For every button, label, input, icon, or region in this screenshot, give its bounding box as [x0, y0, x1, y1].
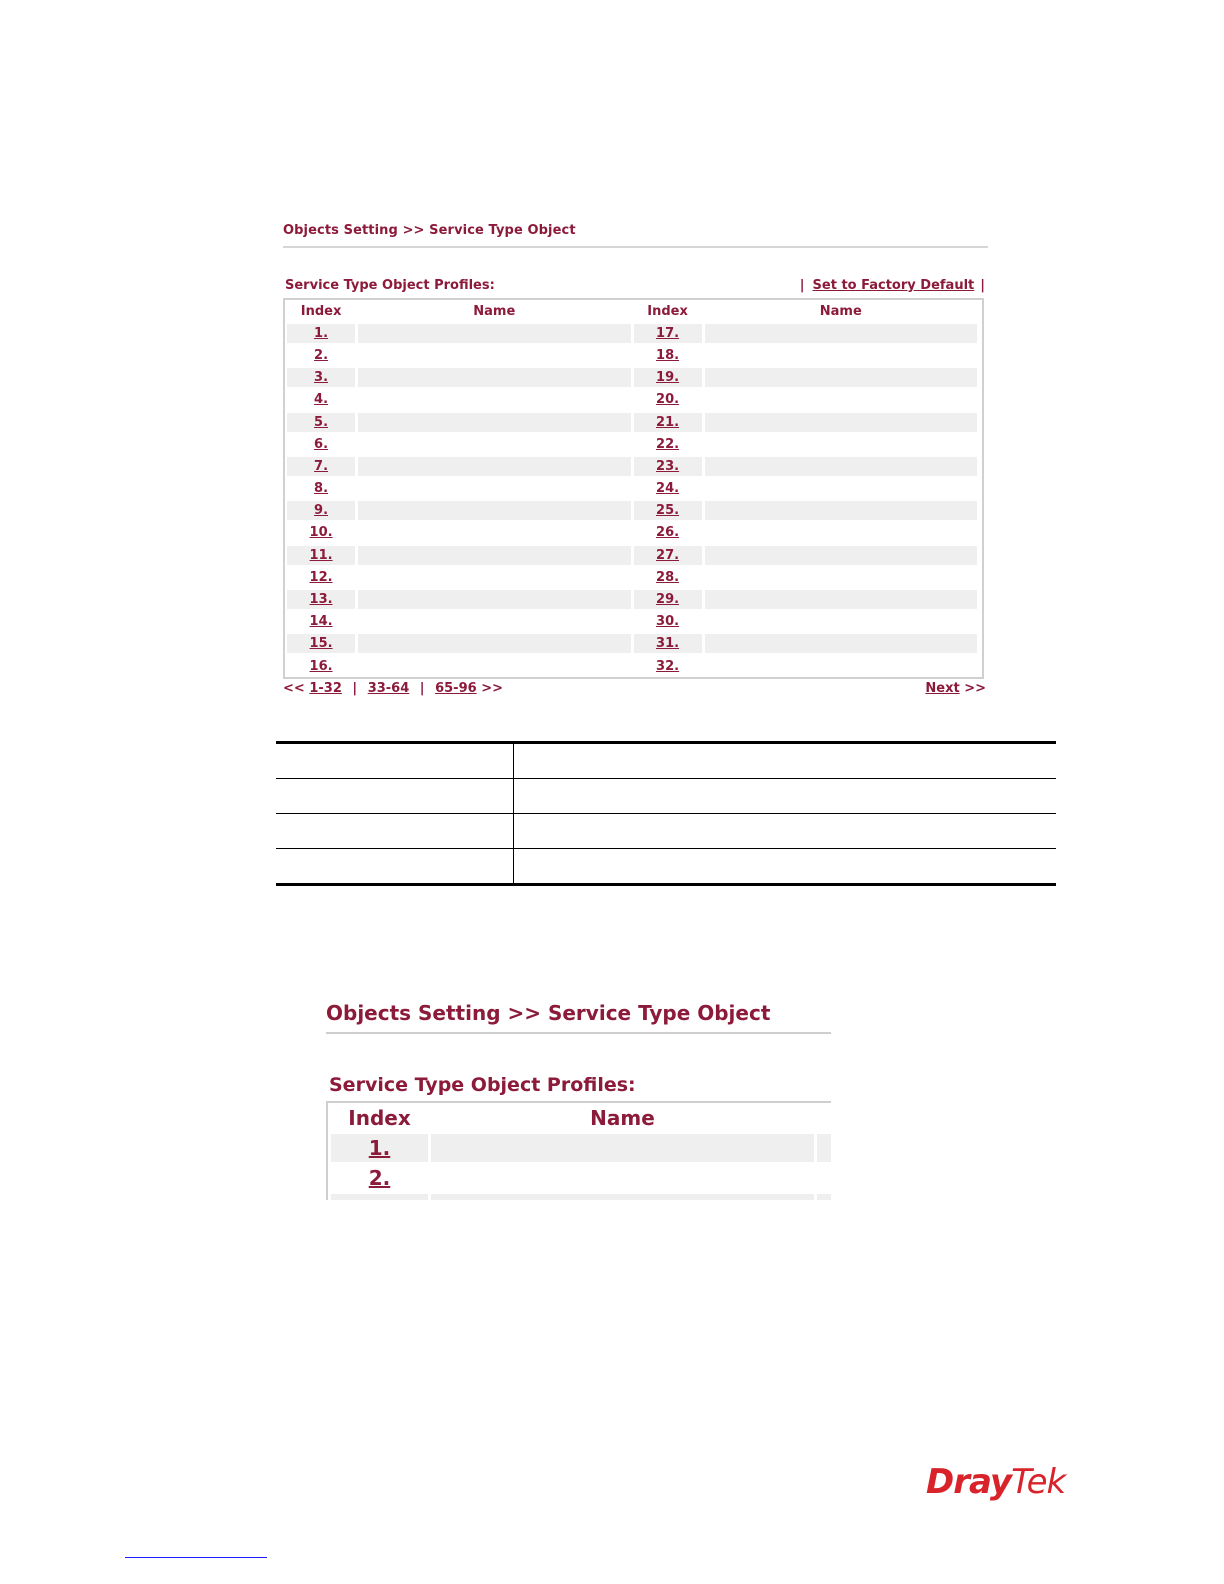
table-row	[276, 779, 1056, 814]
name-cell	[705, 501, 977, 520]
page-title: Objects Setting >> Service Type Object	[326, 998, 831, 1034]
pagination-bar	[283, 681, 988, 701]
index-cell	[634, 413, 702, 432]
profile-index-link[interactable]: 12.	[309, 569, 333, 585]
table-row	[276, 849, 1056, 885]
page-link-33-64[interactable]: 33-64	[367, 681, 410, 697]
table-cell	[817, 1194, 831, 1200]
table-row	[287, 433, 980, 455]
index-cell	[634, 568, 702, 587]
index-cell	[634, 324, 702, 343]
index-cell	[634, 546, 702, 565]
profile-index-link[interactable]: 14.	[309, 614, 333, 630]
name-cell	[358, 368, 630, 387]
column-header-index: Index	[647, 303, 688, 319]
index-cell	[331, 1134, 428, 1162]
profile-index-link[interactable]: 21.	[656, 414, 680, 430]
index-cell	[287, 479, 355, 498]
draytek-logo	[926, 1462, 1065, 1502]
index-cell	[287, 546, 355, 565]
name-cell	[705, 546, 977, 565]
profile-index-link[interactable]: 23.	[656, 458, 680, 474]
description-table	[276, 741, 1056, 886]
table-row	[287, 566, 980, 588]
table-row	[287, 389, 980, 411]
index-cell	[331, 1164, 428, 1192]
name-cell	[358, 501, 630, 520]
profile-index-link[interactable]: 1.	[314, 325, 329, 341]
profile-index-link[interactable]: 20.	[656, 392, 680, 408]
profile-index-link[interactable]: 8.	[314, 481, 329, 497]
profiles-table	[283, 298, 984, 679]
profile-index-link[interactable]: 2.	[368, 1166, 391, 1190]
index-cell	[634, 479, 702, 498]
column-header-name: Name	[473, 303, 516, 319]
name-cell	[705, 346, 977, 365]
profiles-header	[283, 278, 988, 296]
table-row	[287, 500, 980, 522]
next-marker: >>	[481, 681, 503, 697]
profile-index-link[interactable]: 28.	[656, 569, 680, 585]
index-cell	[634, 457, 702, 476]
profile-index-link[interactable]: 18.	[656, 347, 680, 363]
table-cell	[276, 743, 514, 779]
set-factory-default-link[interactable]: Set to Factory Default	[812, 278, 975, 293]
table-row	[287, 455, 980, 477]
footer-link-underline	[125, 1557, 267, 1558]
name-cell	[358, 546, 630, 565]
factory-default-group	[792, 278, 985, 293]
page-title: Objects Setting >> Service Type Object	[283, 222, 988, 248]
separator: |	[980, 278, 985, 293]
name-cell	[358, 590, 630, 609]
separator: |	[419, 681, 425, 697]
name-cell	[431, 1194, 814, 1200]
index-cell	[287, 390, 355, 409]
name-cell	[705, 568, 977, 587]
index-cell	[331, 1194, 428, 1200]
index-cell	[287, 346, 355, 365]
table-row	[276, 743, 1056, 779]
table-header-row	[328, 1103, 831, 1133]
index-cell	[287, 368, 355, 387]
profile-index-link[interactable]: 11.	[309, 547, 333, 563]
name-cell	[358, 346, 630, 365]
name-cell	[705, 657, 977, 676]
name-cell	[358, 413, 630, 432]
table-row	[287, 633, 980, 655]
name-cell	[705, 390, 977, 409]
profile-index-link[interactable]: 29.	[656, 592, 680, 608]
next-marker: >>	[964, 681, 986, 697]
name-cell	[705, 457, 977, 476]
name-cell	[705, 612, 977, 631]
index-cell	[287, 568, 355, 587]
table-row	[287, 588, 980, 610]
profile-index-link[interactable]: 16.	[309, 658, 333, 674]
profiles-label: Service Type Object Profiles:	[285, 278, 495, 293]
name-cell	[358, 657, 630, 676]
table-row	[328, 1163, 831, 1193]
name-cell	[705, 324, 977, 343]
profile-index-link[interactable]: 2.	[314, 347, 329, 363]
logo-regular: Tek	[1011, 1462, 1066, 1502]
table-cell	[276, 849, 514, 885]
profile-index-link[interactable]: 15.	[309, 636, 333, 652]
index-cell	[634, 657, 702, 676]
name-cell	[705, 634, 977, 653]
index-cell	[287, 501, 355, 520]
name-cell	[358, 568, 630, 587]
index-cell	[287, 634, 355, 653]
page-range-links	[283, 681, 503, 696]
table-cell	[514, 743, 1057, 779]
zoomed-screenshot	[326, 998, 831, 1200]
next-link[interactable]: Next	[925, 681, 960, 697]
profiles-label: Service Type Object Profiles:	[329, 1074, 636, 1096]
page-link-1-32[interactable]: 1-32	[309, 681, 342, 697]
name-cell	[431, 1134, 814, 1162]
index-cell	[634, 390, 702, 409]
profile-index-link[interactable]: 31.	[656, 636, 680, 652]
separator: |	[352, 681, 358, 697]
table-row	[287, 367, 980, 389]
table-row	[328, 1133, 831, 1163]
name-cell	[358, 435, 630, 454]
profile-index-link[interactable]: 1.	[368, 1136, 391, 1160]
table-row	[287, 611, 980, 633]
index-cell	[287, 590, 355, 609]
column-header-name: Name	[590, 1106, 655, 1130]
table-cell	[276, 814, 514, 849]
table-cell	[817, 1164, 831, 1192]
index-cell	[634, 346, 702, 365]
profile-index-link[interactable]: 6.	[314, 436, 329, 452]
name-cell	[705, 435, 977, 454]
index-cell	[287, 657, 355, 676]
table-row	[287, 322, 980, 344]
table-cell	[514, 814, 1057, 849]
index-cell	[287, 457, 355, 476]
index-cell	[287, 435, 355, 454]
separator: |	[799, 278, 805, 293]
profiles-table	[326, 1101, 831, 1200]
column-header-index: Index	[348, 1106, 411, 1130]
index-cell	[634, 523, 702, 542]
index-cell	[287, 523, 355, 542]
name-cell	[358, 390, 630, 409]
profile-index-link[interactable]: 27.	[656, 547, 680, 563]
profile-index-link[interactable]: 22.	[656, 436, 680, 452]
table-header-row	[287, 300, 980, 322]
table-row	[328, 1193, 831, 1200]
table-row	[287, 478, 980, 500]
profile-index-link[interactable]: 9.	[314, 503, 329, 519]
column-header-name: Name	[819, 303, 862, 319]
profile-index-link[interactable]: 7.	[314, 458, 329, 474]
index-cell	[634, 435, 702, 454]
table-cell	[817, 1134, 831, 1162]
profile-index-link[interactable]: 17.	[656, 325, 680, 341]
name-cell	[358, 457, 630, 476]
index-cell	[634, 590, 702, 609]
name-cell	[431, 1164, 814, 1192]
column-header-index: Index	[300, 303, 342, 319]
profile-index-link[interactable]: 19.	[656, 370, 680, 386]
table-row	[287, 344, 980, 366]
index-cell	[287, 413, 355, 432]
profile-index-link[interactable]: 10.	[309, 525, 333, 541]
table-row	[287, 411, 980, 433]
table-row	[287, 544, 980, 566]
index-cell	[634, 634, 702, 653]
profile-index-link[interactable]: 24.	[656, 481, 680, 497]
index-cell	[634, 501, 702, 520]
name-cell	[705, 590, 977, 609]
index-cell	[634, 612, 702, 631]
profile-index-link[interactable]: 13.	[309, 592, 333, 608]
table-row	[276, 814, 1056, 849]
logo-bold: Dray	[926, 1462, 1012, 1502]
profile-index-link[interactable]: 4.	[314, 392, 329, 408]
table-cell	[514, 779, 1057, 814]
name-cell	[705, 523, 977, 542]
name-cell	[705, 413, 977, 432]
name-cell	[705, 368, 977, 387]
index-cell	[287, 324, 355, 343]
profile-index-link[interactable]: 25.	[656, 503, 680, 519]
name-cell	[358, 634, 630, 653]
profile-index-link[interactable]: 5.	[314, 414, 329, 430]
profile-index-link[interactable]: 26.	[656, 525, 680, 541]
page-link-65-96[interactable]: 65-96	[435, 681, 477, 697]
next-group	[925, 681, 986, 696]
name-cell	[358, 523, 630, 542]
profile-index-link[interactable]: 30.	[656, 614, 680, 630]
profile-index-link[interactable]: 32.	[656, 658, 680, 674]
name-cell	[358, 479, 630, 498]
prev-marker: <<	[283, 681, 305, 697]
table-cell	[514, 849, 1057, 885]
table-cell	[276, 779, 514, 814]
profile-index-link[interactable]: 3.	[314, 370, 329, 386]
table-row	[287, 655, 980, 677]
service-type-object-screenshot	[283, 222, 988, 701]
name-cell	[358, 324, 630, 343]
index-cell	[287, 612, 355, 631]
name-cell	[358, 612, 630, 631]
index-cell	[634, 368, 702, 387]
table-row	[287, 522, 980, 544]
name-cell	[705, 479, 977, 498]
